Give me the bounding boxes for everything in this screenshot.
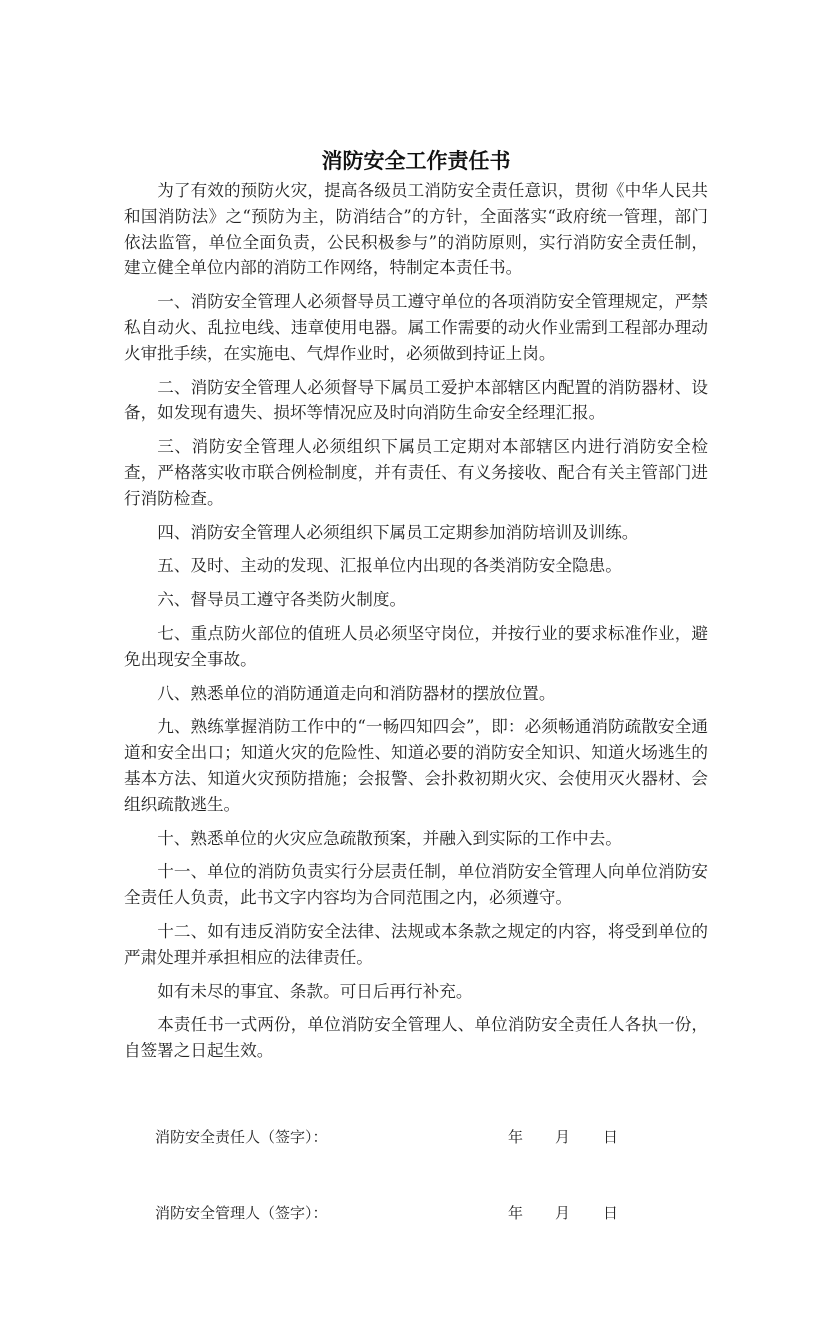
date-day: 日	[603, 1203, 619, 1222]
clause-9: 九、熟练掌握消防工作中的“一畅四知四会”，即：必须畅通消防疏散安全通道和安全出口；知道火灾的危险性、知道必要的消防安全知识、知道火场逃生的基本方法、知道火灾预防措施；会报警、会扑救初期火灾、会使用灭火器材、会组织疏散逃生。	[124, 717, 708, 814]
date-year: 年	[508, 1203, 524, 1222]
signature-line-responsible	[155, 1126, 625, 1148]
signature-label: 消防安全责任人（签字）：	[155, 1127, 328, 1146]
clause-2: 二、消防安全管理人必须督导下属员工爱护本部辖区内配置的消防器材、设备，如发现有遗失、损坏等情况应及时向消防生命安全经理汇报。	[124, 377, 708, 423]
clause-1: 一、消防安全管理人必须督导员工遵守单位的各项消防安全管理规定，严禁私自动火、乱拉电线、违章使用电器。属工作需要的动火作业需到工程部办理动火审批手续，在实施电、气焊作业时，必须做到持证上岗。	[124, 292, 708, 363]
clause-7: 七、重点防火部位的值班人员必须坚守岗位，并按行业的要求标准作业，避免出现安全事故。	[124, 623, 708, 669]
date-month: 月	[555, 1203, 571, 1222]
supplement-note: 如有未尽的事宜、条款。可日后再行补充。	[157, 981, 473, 1001]
clause-10: 十、熟悉单位的火灾应急疏散预案，并融入到实际的工作中去。	[157, 828, 622, 848]
signature-label: 消防安全管理人（签字）：	[155, 1203, 328, 1222]
document-body	[124, 178, 708, 1064]
date-day: 日	[603, 1127, 619, 1146]
signature-section	[124, 1126, 708, 1224]
clause-3: 三、消防安全管理人必须组织下属员工定期对本部辖区内进行消防安全检查，严格落实收市联合例检制度，并有责任、有义务接收、配合有关主管部门进行消防检查。	[124, 437, 708, 508]
effective-note: 本责任书一式两份，单位消防安全管理人、单位消防安全责任人各执一份，自签署之日起生效。	[124, 1015, 708, 1061]
intro-paragraph: 为了有效的预防火灾，提高各级员工消防安全责任意识，贯彻《中华人民共和国消防法》之“预防为主，防消结合”的方针，全面落实“政府统一管理，部门依法监管，单位全面负责，公民积极参与”的消防原则，实行消防安全责任制，建立健全单位内部的消防工作网络，特制定本责任书。	[124, 181, 708, 278]
clause-12: 十二、如有违反消防安全法律、法规或本条款之规定的内容，将受到单位的严肃处理并承担相应的法律责任。	[124, 921, 708, 967]
date-month: 月	[555, 1127, 571, 1146]
clause-5: 五、及时、主动的发现、汇报单位内出现的各类消防安全隐患。	[157, 556, 622, 576]
clause-8: 八、熟悉单位的消防通道走向和消防器材的摆放位置。	[157, 683, 556, 703]
date-year: 年	[508, 1127, 524, 1146]
document-title: 消防安全工作责任书	[321, 149, 511, 173]
clause-6: 六、督导员工遵守各类防火制度。	[157, 590, 407, 610]
signature-line-manager	[155, 1202, 625, 1224]
clause-11: 十一、单位的消防负责实行分层责任制，单位消防安全管理人向单位消防安全责任人负责，此书文字内容均为合同范围之内，必须遵守。	[124, 862, 708, 908]
clause-4: 四、消防安全管理人必须组织下属员工定期参加消防培训及训练。	[157, 522, 639, 542]
